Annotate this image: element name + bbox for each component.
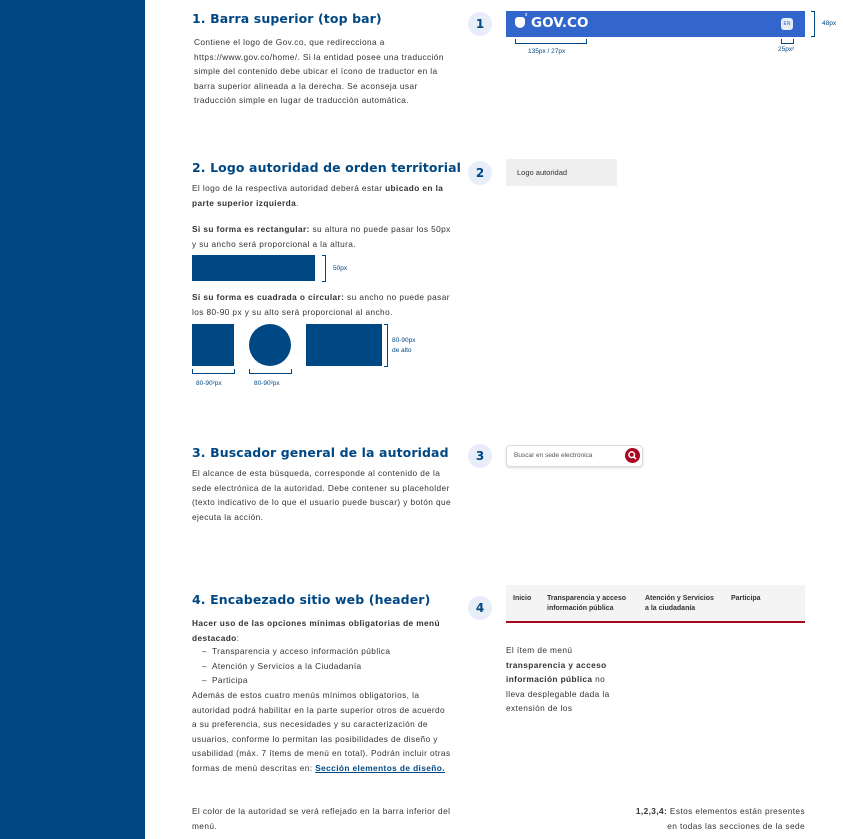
logo-width-bracket (515, 39, 587, 44)
search-button[interactable] (625, 448, 640, 463)
rect-logo-sample (192, 255, 315, 281)
icon-size-label: 25px² (778, 46, 795, 53)
circle-width-bracket (249, 369, 292, 374)
menu-item-transparencia[interactable]: Transparencia y acceso información pública (547, 595, 626, 612)
section-2-title: 2. Logo autoridad de orden territorial (192, 160, 462, 175)
alto-label-2: de alto (392, 347, 412, 354)
mandatory-menu-list (200, 644, 454, 688)
step-4-badge: 4 (468, 596, 492, 620)
menu-note: El ítem de menú transparencia y acceso información pública no lleva desplegable dada la extensión de los (506, 645, 610, 714)
rect-height-bracket (322, 255, 326, 282)
header-menu-bar (506, 585, 805, 623)
square-width-label: 80-90²px (196, 380, 222, 387)
section-1-title: 1. Barra superior (top bar) (192, 11, 382, 26)
section-4-intro: Hacer uso de las opciones mínimas obligatorias de menú destacado: (192, 618, 440, 643)
alto-label-1: 80-90px (392, 337, 416, 344)
section-2-intro: El logo de la respectiva autoridad deberá estar ubicado en la parte superior izquierda. (192, 183, 444, 208)
list-item: – Transparencia y acceso información pública (200, 644, 454, 659)
govco-logo-text[interactable]: GOV.CO (531, 15, 589, 31)
step-1-badge: 1 (468, 12, 492, 36)
menu-item-inicio[interactable]: Inicio (513, 595, 532, 602)
square-width-bracket (192, 369, 235, 374)
step-3-badge: 3 (468, 444, 492, 468)
square-rule: Si su forma es cuadrada o circular: su ancho no puede pasar los 80-90 px y su alto será proporcional al ancho. (192, 292, 450, 317)
logo-size-label: 135px / 27px (528, 48, 566, 55)
search-icon (625, 448, 640, 463)
section-4-body: Además de estos cuatro menús mínimos obligatorios, la autoridad podrá habilitar en la parte superior otros de acuerdo a su preferencia, sus necesidades y su caracterización de usuarios, conforme lo permitan las posibilidades de diseño y usabilidad (máx. 7 ítems de menú en total). Podrán incluir otras formas de menú descritas en: Sección elementos de diseño. (192, 690, 451, 773)
section-4-title: 4. Encabezado sitio web (header) (192, 592, 431, 607)
translate-icon[interactable]: EN (781, 18, 793, 30)
govco-top-bar[interactable] (506, 11, 805, 37)
wide-logo-sample (306, 324, 382, 366)
rect-height-label: 50px (333, 265, 348, 272)
square-logo-sample (192, 324, 234, 366)
section-1-body: Contiene el logo de Gov.co, que redirecciona a https://www.gov.co/home/. Si la entidad posee una traducción simple del contenido debe ubicar el ícono de traductor en la barra superior alineada a la derecha. Se aconseja usar traducción simple en lugar de traducción automática. (194, 37, 444, 106)
section-3-title: 3. Buscador general de la autoridad (192, 445, 449, 460)
list-item: – Participa (200, 673, 454, 688)
list-item: – Atención y Servicios a la Ciudadanía (200, 659, 454, 674)
govco-shield-icon (515, 17, 525, 28)
color-note: El color de la autoridad se verá reflejado en la barra inferior del menú. (192, 806, 451, 831)
design-elements-link[interactable]: Sección elementos de diseño. (315, 762, 445, 773)
section-3-body: El alcance de esta búsqueda, corresponde al contenido de la sede electrónica de la autoridad. Debe contener su placeholder (texto indicativo de lo que el usuario puede buscar) y botón que ejecuta la acción. (192, 468, 451, 522)
search-input-placeholder[interactable]: Buscar en sede electrónica (514, 452, 593, 459)
left-sidebar (0, 0, 145, 839)
step-2-badge: 2 (468, 161, 492, 185)
govco-dot-icon: ² (525, 13, 528, 20)
menu-item-participa[interactable]: Participa (731, 595, 761, 602)
logo-placeholder-box (506, 159, 617, 186)
height-bracket (811, 11, 815, 37)
logo-placeholder-label: Logo autoridad (517, 168, 568, 177)
icon-width-bracket (781, 39, 794, 44)
circle-logo-sample (249, 324, 291, 366)
footer-note: 1,2,3,4: Estos elementos están presentes en todas las secciones de la sede (635, 806, 805, 831)
circle-width-label: 80-90²px (254, 380, 280, 387)
search-bar[interactable] (506, 445, 643, 467)
alto-bracket (384, 324, 388, 367)
topbar-height-label: 48px (822, 20, 837, 27)
rect-rule: Si su forma es rectangular: su altura no puede pasar los 50px y su ancho será proporcional a la altura. (192, 224, 451, 249)
menu-item-atencion[interactable]: Atención y Servicios a la ciudadanía (645, 595, 714, 612)
